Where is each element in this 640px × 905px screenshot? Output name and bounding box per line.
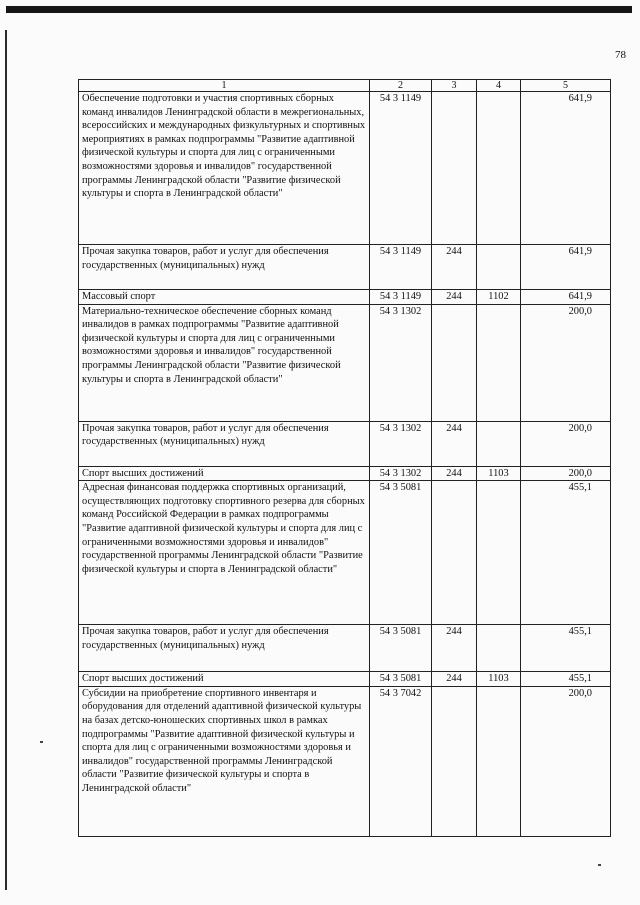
page-number: 78	[615, 49, 626, 61]
budget-table	[78, 79, 611, 837]
row-target-code: 54 3 1149	[370, 92, 432, 245]
row-amount: 200,0	[521, 421, 611, 466]
table-row	[79, 304, 611, 421]
row-expense-type	[432, 686, 477, 836]
row-target-code: 54 3 1302	[370, 466, 432, 481]
table-row	[79, 92, 611, 245]
row-section	[477, 245, 521, 290]
scan-speck	[598, 864, 601, 866]
table-row	[79, 481, 611, 625]
row-description: Спорт высших достижений	[79, 672, 370, 687]
row-expense-type	[432, 92, 477, 245]
row-amount: 641,9	[521, 92, 611, 245]
table-header-row	[79, 80, 611, 92]
row-target-code: 54 3 5081	[370, 625, 432, 672]
row-expense-type: 244	[432, 421, 477, 466]
row-amount: 455,1	[521, 625, 611, 672]
row-amount: 200,0	[521, 686, 611, 836]
row-target-code: 54 3 1302	[370, 304, 432, 421]
row-expense-type	[432, 481, 477, 625]
row-description: Материально-техническое обеспечение сборных команд инвалидов в рамках подпрограммы "Развитие адаптивной физической культуры и спорта для лиц с ограниченными возможностями здоровья и инвалидов" государственной программы Ленинградской области "Развитие физической культуры и спорта в Ленинградской области"	[79, 304, 370, 421]
scan-speck	[40, 741, 43, 743]
row-description: Обеспечение подготовки и участия спортивных сборных команд инвалидов Ленинградской области в межрегиональных, всероссийских и международных физкультурных и спортивных мероприятиях в рамках подпрограммы "Развитие адаптивной физической культуры и спорта для лиц с ограниченными возможностями здоровья и инвалидов" государственной программы Ленинградской области "Развитие физической культуры и спорта в Ленинградской области"	[79, 92, 370, 245]
row-target-code: 54 3 5081	[370, 481, 432, 625]
row-section	[477, 304, 521, 421]
row-section: 1102	[477, 290, 521, 305]
row-description: Субсидии на приобретение спортивного инвентаря и оборудования для отделений адаптивной физической культуры на базах детско-юношеских спортивных школ в рамках подпрограммы "Развитие адаптивной физической культуры и спорта для лиц с ограниченными возможностями здоровья и инвалидов" государственной программы Ленинградской области "Развитие физической культуры и спорта в Ленинградской области"	[79, 686, 370, 836]
row-description: Прочая закупка товаров, работ и услуг для обеспечения государственных (муниципальных) нужд	[79, 625, 370, 672]
row-section	[477, 481, 521, 625]
row-section: 1103	[477, 466, 521, 481]
scan-left-edge	[5, 30, 7, 890]
row-target-code: 54 3 5081	[370, 672, 432, 687]
row-description: Адресная финансовая поддержка спортивных организаций, осуществляющих подготовку спортивного резерва для сборных команд Российской Федерации в рамках подпрограммы "Развитие адаптивной физической культуры и спорта для лиц с ограниченными возможностями здоровья и инвалидов" государственной программы Ленинградской области "Развитие физической культуры и спорта в Ленинградской области"	[79, 481, 370, 625]
row-expense-type: 244	[432, 672, 477, 687]
row-section	[477, 686, 521, 836]
table-row	[79, 245, 611, 290]
header-cell: 1	[79, 80, 370, 92]
row-expense-type: 244	[432, 625, 477, 672]
row-amount: 455,1	[521, 481, 611, 625]
row-amount: 200,0	[521, 304, 611, 421]
row-description: Спорт высших достижений	[79, 466, 370, 481]
row-description: Массовый спорт	[79, 290, 370, 305]
table-row	[79, 625, 611, 672]
row-expense-type: 244	[432, 245, 477, 290]
row-description: Прочая закупка товаров, работ и услуг для обеспечения государственных (муниципальных) нужд	[79, 421, 370, 466]
table-row	[79, 466, 611, 481]
row-section	[477, 625, 521, 672]
row-target-code: 54 3 1149	[370, 245, 432, 290]
row-amount: 200,0	[521, 466, 611, 481]
header-cell: 3	[432, 80, 477, 92]
header-cell: 5	[521, 80, 611, 92]
row-target-code: 54 3 7042	[370, 686, 432, 836]
row-expense-type: 244	[432, 466, 477, 481]
row-section	[477, 92, 521, 245]
header-cell: 2	[370, 80, 432, 92]
row-expense-type: 244	[432, 290, 477, 305]
row-section	[477, 421, 521, 466]
row-amount: 641,9	[521, 245, 611, 290]
row-amount: 455,1	[521, 672, 611, 687]
row-target-code: 54 3 1149	[370, 290, 432, 305]
row-target-code: 54 3 1302	[370, 421, 432, 466]
table-row	[79, 421, 611, 466]
row-section: 1103	[477, 672, 521, 687]
table-row	[79, 290, 611, 305]
row-expense-type	[432, 304, 477, 421]
scan-top-border	[6, 6, 632, 13]
header-cell: 4	[477, 80, 521, 92]
row-description: Прочая закупка товаров, работ и услуг для обеспечения государственных (муниципальных) нужд	[79, 245, 370, 290]
table-row	[79, 686, 611, 836]
row-amount: 641,9	[521, 290, 611, 305]
table-row	[79, 672, 611, 687]
